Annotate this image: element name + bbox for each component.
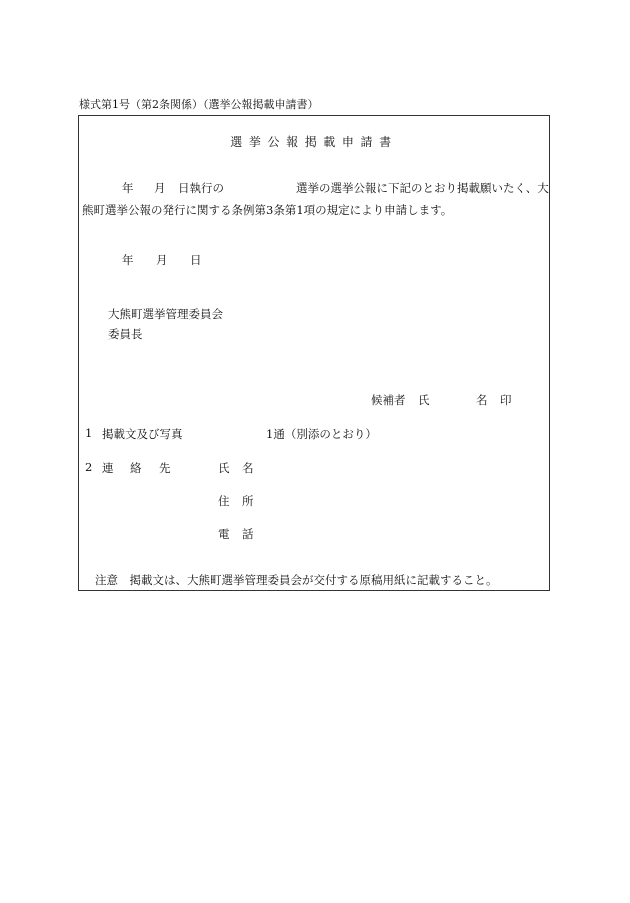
contact-name-2: 名 <box>242 461 254 475</box>
item1-label: 掲載文及び写真 <box>102 427 183 441</box>
candidate-name-2: 名 <box>476 393 488 407</box>
item2-number: 2 <box>85 460 93 474</box>
body-date-year: 年 <box>122 181 134 195</box>
candidate-seal: 印 <box>500 393 512 407</box>
candidate-name-1: 氏 <box>418 393 430 407</box>
item1-value: 1通（別添のとおり） <box>266 427 377 441</box>
contact-phone-2: 話 <box>242 527 254 541</box>
contact-name-1: 氏 <box>218 461 230 475</box>
contact-address-1: 住 <box>218 494 230 508</box>
application-date-month: 月 <box>156 253 168 267</box>
body-date-day-exec: 日執行の <box>178 181 224 195</box>
item2-label-char-3: 先 <box>159 461 171 475</box>
item1-number: 1 <box>85 426 93 440</box>
item2-label-char-1: 連 <box>102 461 114 475</box>
addressee-chairman: 委員長 <box>108 327 143 341</box>
contact-phone-1: 電 <box>218 527 230 541</box>
addressee-committee: 大熊町選挙管理委員会 <box>108 307 223 321</box>
candidate-label: 候補者 <box>371 393 406 407</box>
contact-address-2: 所 <box>242 494 254 508</box>
body-line2: 熊町選挙公報の発行に関する条例第3条第1項の規定により申請します。 <box>82 203 453 217</box>
body-line1-rest: 選挙の選挙公報に下記のとおり掲載願いたく、大 <box>296 181 549 195</box>
note: 注意 掲載文は、大熊町選挙管理委員会が交付する原稿用紙に記載すること。 <box>95 573 498 587</box>
form-title: 選挙公報掲載申請書 <box>230 135 398 149</box>
application-date-day: 日 <box>190 253 202 267</box>
form-caption: 様式第1号（第2条関係）（選挙公報掲載申請書） <box>79 98 319 111</box>
body-date-month: 月 <box>154 181 166 195</box>
application-form <box>78 115 550 591</box>
item2-label-char-2: 絡 <box>130 461 142 475</box>
application-date-year: 年 <box>122 253 134 267</box>
